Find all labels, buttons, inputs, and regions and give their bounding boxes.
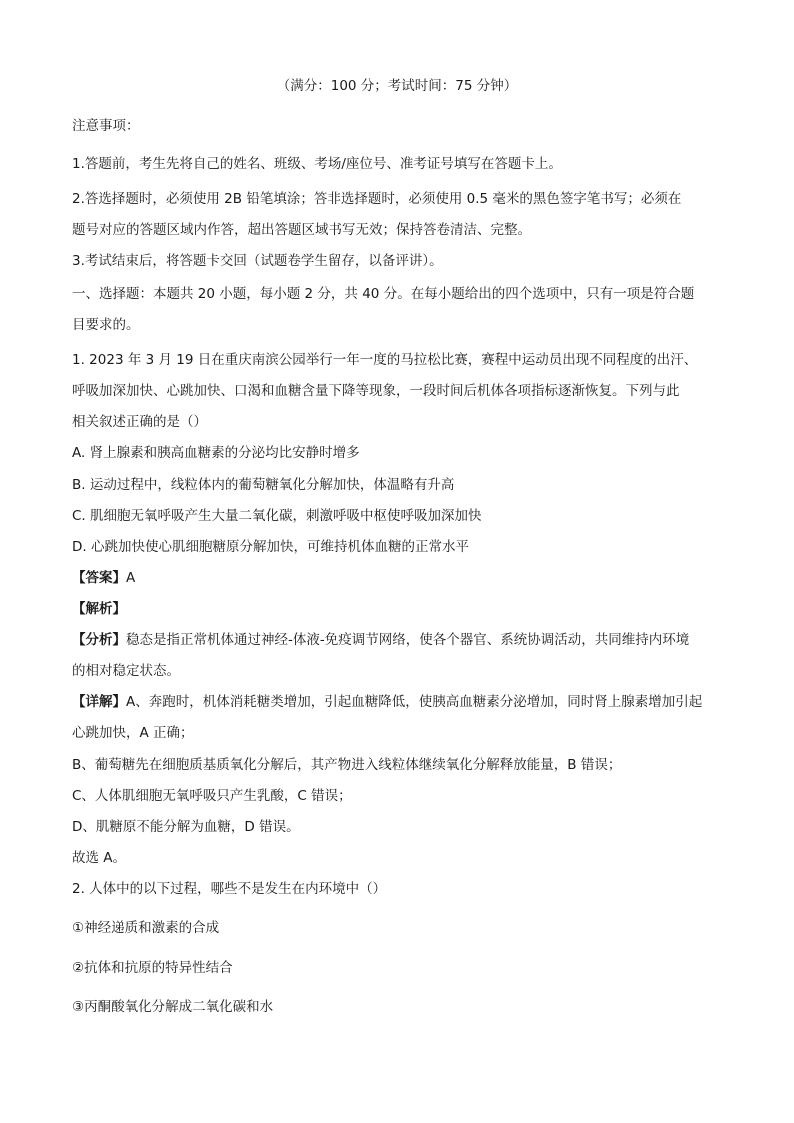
q1-stem-line-1: 1. 2023 年 3 月 19 日在重庆南滨公园举行一年一度的马拉松比赛，赛程中运动员出现不同程度的出汗、 <box>72 352 698 368</box>
q1-conclusion: 故选 A。 <box>72 850 127 866</box>
notice-item-3: 3.考试结束后，将答题卡交回（试题卷学生留存，以备评讲）。 <box>72 253 443 269</box>
q1-answer <box>72 568 732 588</box>
q1-option-a: A. 肾上腺素和胰高血糖素的分泌均比安静时增多 <box>72 445 360 461</box>
answer-label: 【答案】 <box>72 570 126 586</box>
q1-fenxi-line-2: 的相对稳定状态。 <box>72 663 180 679</box>
q1-detail-line-2: 心跳加快，A 正确； <box>72 725 194 741</box>
q1-analysis-label <box>72 599 732 619</box>
detail-text-1: A、奔跑时，机体消耗糖类增加，引起血糖降低，使胰高血糖素分泌增加，同时肾上腺素增加引起 <box>126 694 703 710</box>
q1-detail-line-1 <box>72 692 732 712</box>
q1-option-b: B. 运动过程中，线粒体内的葡萄糖氧化分解加快，体温略有升高 <box>72 477 455 493</box>
q1-fenxi-line-1 <box>72 630 732 650</box>
q1-option-d: D. 心跳加快使心肌细胞糖原分解加快，可维持机体血糖的正常水平 <box>72 539 469 555</box>
notice-item-2-line-2: 题号对应的答题区域内作答，超出答题区域书写无效；保持答卷清洁、完整。 <box>72 222 531 238</box>
fenxi-text-1: 稳态是指正常机体通过神经-体液-免疫调节网络，使各个器官、系统协调活动，共同维持内环境 <box>126 632 690 648</box>
q2-item-2: ②抗体和抗原的特异性结合 <box>72 960 233 976</box>
section-1-line-2: 目要求的。 <box>72 317 140 333</box>
score-time-header: （满分：100 分；考试时间：75 分钟） <box>276 78 518 94</box>
fenxi-label: 【分析】 <box>72 632 126 648</box>
q2-stem: 2. 人体中的以下过程，哪些不是发生在内环境中（） <box>72 881 387 897</box>
q1-stem-line-2: 呼吸加深加快、心跳加快、口渴和血糖含量下降等现象，一段时间后机体各项指标逐渐恢复。下列与此 <box>72 383 680 399</box>
notice-title: 注意事项： <box>72 118 140 134</box>
q1-detail-c: C、人体肌细胞无氧呼吸只产生乳酸，C 错误； <box>72 788 352 804</box>
notice-item-2-line-1: 2.答选择题时，必须使用 2B 铅笔填涂；答非选择题时，必须使用 0.5 毫米的黑色签字笔书写；必须在 <box>72 191 682 207</box>
q2-item-1: ①神经递质和激素的合成 <box>72 920 220 936</box>
q1-stem-line-3: 相关叙述正确的是（） <box>72 414 207 430</box>
section-1-line-1: 一、选择题：本题共 20 小题，每小题 2 分，共 40 分。在每小题给出的四个选项中，只有一项是符合题 <box>72 286 695 302</box>
answer-value: A <box>126 570 136 586</box>
q1-detail-d: D、肌糖原不能分解为血糖，D 错误。 <box>72 819 300 835</box>
q1-detail-b: B、葡萄糖先在细胞质基质氧化分解后，其产物进入线粒体继续氧化分解释放能量，B 错误； <box>72 757 622 773</box>
detail-label: 【详解】 <box>72 694 126 710</box>
q2-item-3: ③丙酮酸氧化分解成二氧化碳和水 <box>72 999 274 1015</box>
notice-item-1: 1.答题前，考生先将自己的姓名、班级、考场/座位号、准考证号填写在答题卡上。 <box>72 156 562 172</box>
analysis-label: 【解析】 <box>72 601 126 617</box>
q1-option-c: C. 肌细胞无氧呼吸产生大量二氧化碳，刺激呼吸中枢使呼吸加深加快 <box>72 508 482 524</box>
